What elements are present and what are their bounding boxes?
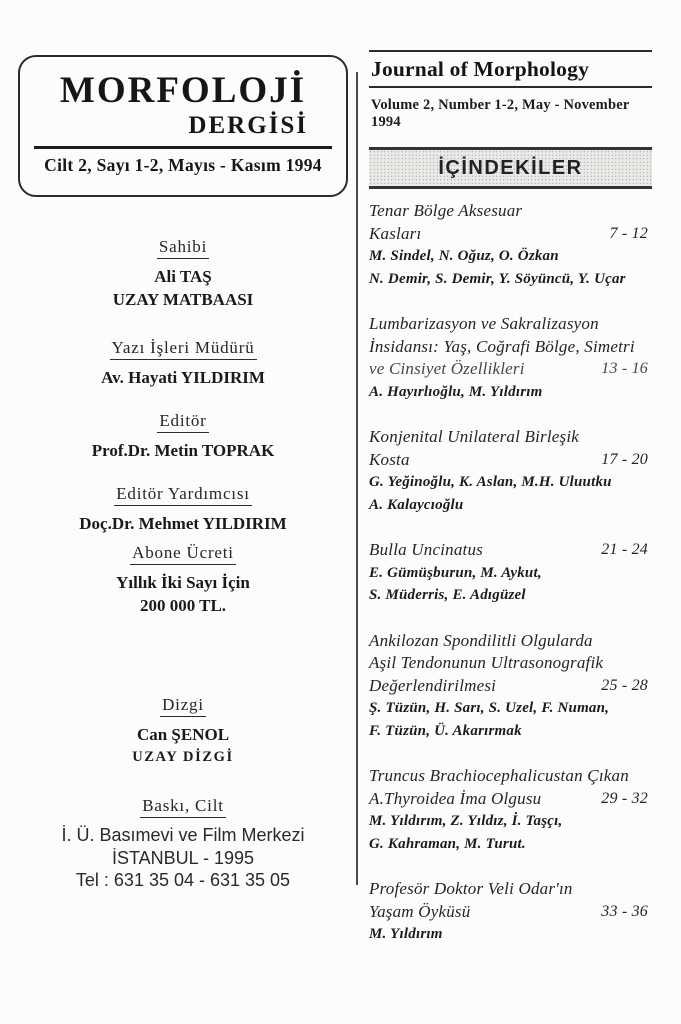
article-authors: Ş. Tüzün, H. Sarı, S. Uzel, F. Numan, <box>369 700 610 716</box>
column-divider-rule <box>356 72 358 885</box>
article-title-line: Ankilozan Spondilitli Olgularda <box>369 630 593 650</box>
section-heading: Abone Ücreti <box>130 543 236 565</box>
staff-name: Av. Hayati YILDIRIM <box>101 368 265 387</box>
issue-line-tr: Cilt 2, Sayı 1-2, Mayıs - Kasım 1994 <box>44 155 322 175</box>
section-heading: Baskı, Cilt <box>140 796 226 818</box>
left-column <box>18 55 348 892</box>
article-authors: M. Yıldırım <box>369 926 443 942</box>
page-range: 7 - 12 <box>609 224 648 242</box>
staff-name: Ali TAŞ <box>154 267 212 286</box>
article-title-text: Yaşam Öyküsü <box>369 901 471 921</box>
toc-entry <box>369 765 652 855</box>
article-authors: G. Kahraman, M. Turut. <box>369 835 526 852</box>
article-title-line <box>369 358 652 381</box>
page-range: 13 - 16 <box>601 360 648 377</box>
article-title-line: Konjenital Unilateral Birleşik <box>369 427 579 446</box>
article-title-text: Kosta <box>369 449 410 469</box>
page-range: 17 - 20 <box>601 450 648 468</box>
article-authors: M. Sindel, N. Oğuz, O. Özkan <box>369 248 559 264</box>
section-heading: Sahibi <box>157 237 209 259</box>
toc-heading: İÇİNDEKİLER <box>438 157 583 179</box>
section-editor <box>18 411 348 462</box>
article-title-line: Profesör Doktor Veli Odar'ın <box>369 879 573 898</box>
article-title-line: Truncus Brachiocephalicustan Çıkan <box>369 766 629 785</box>
masthead-rule <box>34 146 332 149</box>
article-title-text: Kasları <box>369 223 422 243</box>
page-range: 21 - 24 <box>601 541 648 558</box>
toc-entry <box>369 200 652 290</box>
article-title-line <box>369 901 652 924</box>
journal-subtitle-tr: DERGİSİ <box>188 112 308 139</box>
article-authors: A. Hayırlıoğlu, M. Yıldırım <box>369 383 543 400</box>
toc-entries <box>369 200 652 946</box>
article-authors: A. Kalaycıoğlu <box>369 496 464 513</box>
masthead-box <box>18 55 348 197</box>
toc-band <box>369 147 652 189</box>
article-title-line <box>369 223 652 246</box>
staff-name: Prof.Dr. Metin TOPRAK <box>91 441 275 460</box>
issue-line-en: Volume 2, Number 1-2, May - November 1994 <box>371 97 630 130</box>
page-range: 33 - 36 <box>601 902 648 920</box>
staff-name: Can ŞENOL <box>136 725 230 744</box>
article-title-line <box>369 675 652 698</box>
staff-name: UZAY MATBAASI <box>112 290 254 309</box>
section-heading: Editör Yardımcısı <box>114 484 252 506</box>
printer-city-year: İSTANBUL - 1995 <box>111 847 255 868</box>
english-header <box>369 50 652 147</box>
journal-title-en: Journal of Morphology <box>371 57 590 81</box>
article-title-line: Lumbarizasyon ve Sakralizasyon <box>369 314 599 333</box>
section-heading: Editör <box>157 411 208 433</box>
section-yazi-isleri <box>18 338 348 389</box>
article-authors: S. Müderris, E. Adıgüzel <box>369 587 526 603</box>
section-sahibi <box>18 237 348 311</box>
printer-phone: Tel : 631 35 04 - 631 35 05 <box>75 870 291 890</box>
toc-entry <box>369 539 652 607</box>
article-title-text: Bulla Uncinatus <box>369 540 483 559</box>
section-heading: Yazı İşleri Müdürü <box>110 338 257 360</box>
article-title-text: A.Thyroidea İma Olgusu <box>369 788 542 808</box>
section-heading: Dizgi <box>160 695 206 717</box>
page-range: 25 - 28 <box>601 676 648 694</box>
article-title-line <box>369 539 652 562</box>
toc-entry <box>369 878 652 946</box>
subscription-info: Yıllık İki Sayı İçin <box>116 573 250 592</box>
article-title-text: ve Cinsiyet Özellikleri <box>369 359 525 378</box>
staff-name: Doç.Dr. Mehmet YILDIRIM <box>79 514 287 533</box>
staff-name: UZAY DİZGİ <box>132 749 234 765</box>
article-authors: M. Yıldırım, Z. Yıldız, İ. Taşçı, <box>369 813 563 829</box>
printer-name: İ. Ü. Basımevi ve Film Merkezi <box>61 825 305 845</box>
toc-entry <box>369 426 652 516</box>
section-baski-cilt <box>18 796 348 892</box>
article-title-line: Aşil Tendonunun Ultrasonografik <box>369 653 604 672</box>
staff-block <box>18 197 348 892</box>
article-title-line <box>369 788 652 811</box>
article-authors: G. Yeğinoğlu, K. Aslan, M.H. Uluutku <box>369 474 612 490</box>
toc-entry <box>369 313 652 403</box>
subscription-price: 200 000 TL. <box>139 596 227 615</box>
article-title-line: İnsidansı: Yaş, Coğrafi Bölge, Simetri <box>369 336 635 356</box>
section-abone-ucreti <box>18 543 348 617</box>
article-authors: E. Gümüşburun, M. Aykut, <box>369 564 542 581</box>
article-authors: F. Tüzün, Ü. Akarırmak <box>369 722 522 739</box>
article-title-line: Tenar Bölge Aksesuar <box>369 201 523 220</box>
article-authors: N. Demir, S. Demir, Y. Söyüncü, Y. Uçar <box>369 270 626 287</box>
section-dizgi <box>18 695 348 769</box>
article-title-line <box>369 449 652 472</box>
right-column <box>369 50 652 969</box>
toc-entry <box>369 630 652 743</box>
section-editor-yardimcisi <box>18 484 348 535</box>
journal-title-tr: MORFOLOJİ <box>59 70 307 111</box>
article-title-text: Değerlendirilmesi <box>369 675 497 695</box>
page-range: 29 - 32 <box>601 789 648 807</box>
